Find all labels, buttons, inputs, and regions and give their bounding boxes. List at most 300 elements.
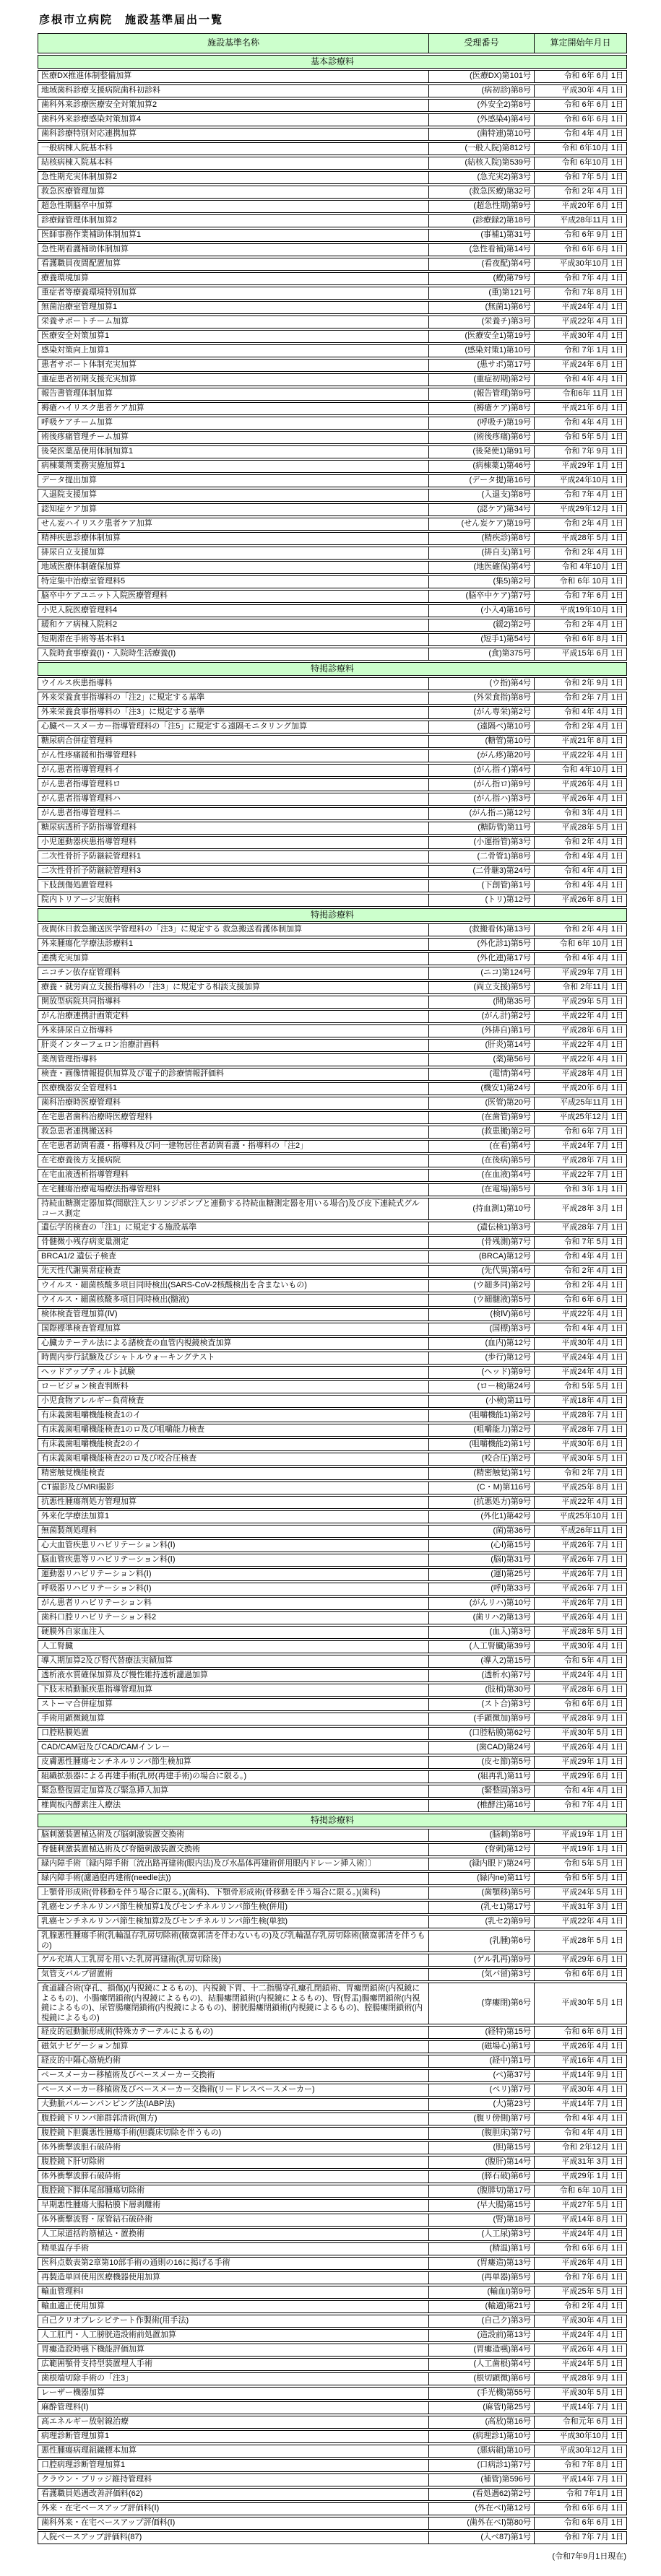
start-date-cell: 令和 6年10月 1日 [534,143,626,155]
receipt-number-cell: (肝炎)第14号 [428,1040,534,1051]
standard-name-cell: 呼吸ケアチーム加算 [41,418,113,427]
standard-name-cell: 手術用顕微鏡加算 [41,1714,105,1723]
table-row [38,1222,627,1235]
receipt-number-cell: (外排自)第1号 [428,1025,534,1037]
start-date-cell: 令和元年 6月 1日 [534,2416,626,2428]
start-date-cell: 平成30年 4月 1日 [534,85,626,97]
receipt-number-cell: (入ベ87)第1号 [428,2532,534,2544]
standard-name-cell: 脊髄刺激装置植込術及び脊髄刺激装置交換術 [41,1845,200,1854]
start-date-cell: 平成27年 5月 1日 [534,2200,626,2211]
start-date-cell: 平成30年 6月 1日 [534,1439,626,1450]
table-row [38,778,627,791]
standard-name-cell: 脳刺激装置植込術及び脳刺激装置交換術 [41,1830,184,1840]
standard-name-cell: 無菌製剤処理料 [41,1526,97,1536]
start-date-cell: 令和 2年 4月 1日 [534,924,626,936]
start-date-cell: 令和 2年 4月 1日 [534,721,626,733]
table-row [38,2401,627,2414]
receipt-number-cell: (腹肝)第14号 [428,2157,534,2168]
standard-name-cell: 経皮的冠動脈形成術(特殊カテーテルによるもの) [41,2027,213,2037]
start-date-cell: 平成28年 6月 1日 [534,1684,626,1696]
table-row [38,2358,627,2371]
start-date-cell: 平成28年 9月 1日 [534,1713,626,1725]
standard-name-cell: 有床義歯咀嚼機能検査1のイ [41,1411,142,1420]
standard-name-cell: BRCA1/2 遺伝子検査 [41,1252,116,1261]
table-row [38,807,627,820]
standard-name-cell: 在宅療養後方支援病院 [41,1156,121,1165]
receipt-number-cell: (人工腎臓)第39号 [428,1641,534,1653]
start-date-cell: 平成15年 6月 1日 [534,648,626,660]
standard-name-cell: 連携充実加算 [41,954,89,963]
receipt-number-cell: (腎)第18号 [428,2214,534,2226]
standard-name-cell: 二次性骨折予防継続管理料1 [41,852,142,861]
standard-name-cell: 有床義歯咀嚼機能検査2のイ [41,1440,142,1449]
table-row [38,1265,627,1278]
start-date-cell: 平成26年 4月 1日 [534,793,626,805]
table-row [38,1901,627,1914]
start-date-cell: 平成19年 1月 1日 [534,1844,626,1855]
table-row [38,1843,627,1856]
start-date-cell: 令和 4年 4月 1日 [534,374,626,386]
receipt-number-cell: (悪病組)第10号 [428,2445,534,2457]
start-date-cell: 平成25年 8月 1日 [534,1482,626,1494]
standard-name-cell: 精神疾患診療体制加算 [41,534,121,543]
table-row [38,2329,627,2342]
receipt-number-cell: (がんリハ)第10号 [428,1598,534,1609]
table-row [38,1554,627,1567]
start-date-cell: 平成30年10月 1日 [534,2431,626,2442]
table-row [38,518,627,531]
start-date-cell: 平成28年 7月 1日 [534,1155,626,1167]
start-date-cell: 平成14年 7月 1日 [534,2402,626,2414]
standard-name-cell: 導入期加算2及び腎代替療法実績加算 [41,1656,173,1666]
standard-name-cell: 入退院支援加算 [41,490,97,500]
standard-name-cell: 医療DX推進体制整備加算 [41,71,132,81]
standard-name-cell: 肝炎インターフェロン治療計画料 [41,1040,160,1050]
standard-name-cell: 硬膜外自家血注入 [41,1627,105,1637]
start-date-cell: 平成14年 8月 1日 [534,2214,626,2226]
standard-name-cell: 救急医療管理加算 [41,187,105,196]
start-date-cell: 令和 7年 5月 1日 [534,172,626,183]
start-date-cell: 平成28年 7月 1日 [534,1222,626,1234]
standard-name-cell: がん患者指導管理料ニ [41,809,121,818]
standard-name-cell: データ提出加算 [41,476,97,485]
receipt-number-cell: (外在ベⅠ)第12号 [428,2503,534,2515]
standard-name-cell: 患者サポート体制充実加算 [41,360,137,370]
receipt-number-cell: (経特)第15号 [428,2027,534,2038]
start-date-cell: 平成28年 5月 1日 [534,1931,626,1951]
start-date-cell: 平成26年 8月 1日 [534,895,626,906]
start-date-cell: 平成25年 5月 1日 [534,2286,626,2298]
start-date-cell: 平成30年 4月 1日 [534,331,626,342]
standard-name-cell: 歯科診療特別対応連携加算 [41,129,137,139]
standard-name-cell: ゲル充填人工乳房を用いた乳房再建術(乳房切除後) [41,1955,222,1964]
receipt-number-cell: (医療DX)第101号 [428,71,534,82]
start-date-cell: 令和 7年 6月 1日 [534,591,626,602]
start-date-cell: 平成29年 6月 1日 [534,1954,626,1966]
table-row [38,1799,627,1812]
table-row [38,1039,627,1052]
table-row [38,1453,627,1466]
standard-name-cell: 心大血管疾患リハビリテーション料(Ⅰ) [41,1541,176,1550]
receipt-number-cell: (補管)第596号 [428,2474,534,2486]
start-date-cell: 平成26年 4月 1日 [534,2344,626,2356]
table-row [38,1583,627,1596]
table-row [38,1887,627,1900]
standard-name-cell: 皮膚悪性腫瘍センチネルリンパ節生検加算 [41,1757,191,1767]
receipt-number-cell: (無菌1)第6号 [428,302,534,313]
start-date-cell: 令和 6年 6月 1日 [534,2518,626,2529]
start-date-cell: 平成24年 5月 1日 [534,1887,626,1899]
column-header-name: 施設基準名称 [38,34,428,53]
start-date-cell: 平成14年 7月 1日 [534,2099,626,2110]
start-date-cell: 令和 5年 5月 1日 [534,432,626,443]
standard-name-cell: 心臓ペースメーカー指導管理料の「注5」に規定する遠隔モニタリング加算 [41,722,308,731]
table-row [38,2156,627,2169]
start-date-cell: 令和 6年 6月 1日 [534,1699,626,1710]
table-row [38,735,627,748]
receipt-number-cell: (歯CAD)第24号 [428,1742,534,1754]
start-date-cell: 平成22年 4月 1日 [534,1011,626,1022]
standard-name-cell: 抗悪性腫瘍剤処方管理加算 [41,1497,137,1507]
table-row [38,359,627,372]
receipt-number-cell: (脳Ⅰ)第31号 [428,1554,534,1566]
receipt-number-cell: (薬)第56号 [428,1054,534,1066]
receipt-number-cell: (病棟薬1)第46号 [428,461,534,472]
table-row [38,923,627,936]
receipt-number-cell: (手顕微加)第9号 [428,1713,534,1725]
receipt-number-cell: (精温)第1号 [428,2243,534,2255]
table-row [38,1097,627,1110]
standard-name-cell: 小児入院医療管理料4 [41,606,118,615]
table-row [38,157,627,170]
table-row [38,2271,627,2284]
table-row [38,1126,627,1139]
start-date-cell: 平成24年 4月 1日 [534,302,626,313]
standard-name-cell: 人工尿道括約筋植込・置換術 [41,2229,144,2239]
standard-name-cell: 外来排尿自立指導料 [41,1026,113,1035]
receipt-number-cell: (地医確保)第4号 [428,562,534,573]
table-row [38,2372,627,2385]
receipt-number-cell: (ニコ)第124号 [428,967,534,979]
standard-name-cell: 心臓カテーテル法による諸検査の血管内視鏡検査加算 [41,1339,232,1348]
receipt-number-cell: (ヘッド)第9号 [428,1367,534,1378]
start-date-cell: 令和 2年 7月 1日 [534,692,626,704]
standard-name-cell: 精巣温存手術 [41,2244,89,2253]
receipt-number-cell: (抗悪処方)第9号 [428,1497,534,1508]
receipt-number-cell: (歯特連)第10号 [428,129,534,140]
receipt-number-cell: (椎酵注)第16号 [428,1800,534,1811]
receipt-number-cell: (がん専栄)第2号 [428,707,534,718]
table-row [38,1829,627,1842]
start-date-cell: 令和 6年 8月 1日 [534,634,626,645]
start-date-cell: 令和 7年1月 1日 [534,2489,626,2500]
standard-name-cell: CAD/CAM冠及びCAD/CAMインレー [41,1743,170,1752]
start-date-cell: 令和 7年 8月 1日 [534,287,626,299]
table-row [38,1872,627,1885]
table-row [38,1496,627,1509]
receipt-number-cell: (口腔粘膜)第62号 [428,1728,534,1739]
receipt-number-cell: (小運指管)第3号 [428,837,534,848]
table-row [38,648,627,661]
start-date-cell: 令和 4年 4月 1日 [534,1251,626,1263]
standard-name-cell: ペースメーカー移植術及びペースメーカー交換術 [41,2071,215,2080]
table-row [38,1510,627,1523]
receipt-number-cell: (造設前)第13号 [428,2330,534,2341]
receipt-number-cell: (乳腫)第6号 [428,1931,534,1951]
table-row [38,2228,627,2241]
table-row [38,2112,627,2125]
standard-name-cell: 緑内障手術〔緑内障手術〔流出路再建術(眼内法)及び水晶体再建術併用眼内ドレーン挿入術〕〕 [41,1859,376,1868]
receipt-number-cell: (血内)第12号 [428,1338,534,1349]
start-date-cell: 令和 6年 7月 1日 [534,1126,626,1138]
receipt-number-cell: (報告管理)第9号 [428,388,534,400]
receipt-number-cell: (両立支援)第5号 [428,982,534,993]
receipt-number-cell: (集5)第2号 [428,576,534,588]
table-row [38,1467,627,1480]
start-date-cell: 令和 3年 1月 1日 [534,1184,626,1196]
start-date-cell: 令和 6年 10月 1日 [534,576,626,588]
standard-name-cell: がん患者指導管理料ハ [41,794,121,804]
start-date-cell: 平成14年 9月 1日 [534,2070,626,2081]
start-date-cell: 令和 2年 4月 1日 [534,547,626,559]
receipt-number-cell: (がん指ニ)第12号 [428,808,534,819]
receipt-number-cell: (手光機)第55号 [428,2388,534,2399]
table-row [38,1698,627,1711]
table-row [38,2531,627,2544]
receipt-number-cell: (咀嚼能力)第2号 [428,1424,534,1436]
receipt-number-cell: (組再乳)第11号 [428,1771,534,1783]
table-row [38,1785,627,1798]
table-row [38,1140,627,1153]
standard-name-cell: 有床義歯咀嚼機能検査1のロ及び咀嚼能力検査 [41,1425,205,1435]
receipt-number-cell: (ペ)第37号 [428,2070,534,2081]
standard-name-cell: ストーマ合併症加算 [41,1700,113,1709]
column-header-date: 算定開始年月日 [534,34,626,53]
receipt-number-cell: (結核入院)第539号 [428,157,534,169]
standard-name-cell: 入院時食事療養(Ⅰ)・入院時生活療養(Ⅰ) [41,649,176,658]
start-date-cell: 令和 7年 6月 1日 [534,2272,626,2284]
start-date-cell: 令和 2年 7月 1日 [534,1468,626,1479]
standard-name-cell: 組織拡張器による再建手術(乳房(再建手術)の場合に限る。) [41,1772,247,1781]
standard-name-cell: ペースメーカー移植術及びペースメーカー交換術(リードレスペースメーカー) [41,2085,315,2094]
receipt-number-cell: (在血液)第4号 [428,1170,534,1181]
standard-name-cell: 一般病棟入院基本料 [41,144,113,153]
receipt-number-cell: (電情)第4号 [428,1069,534,1080]
table-row [38,373,627,386]
standard-name-cell: 緊急整復固定加算及び緊急挿入加算 [41,1786,168,1796]
table-row [38,2459,627,2472]
receipt-number-cell: (緑内ne)第11号 [428,1873,534,1884]
start-date-cell: 平成30年 4月 1日 [534,2315,626,2327]
start-date-cell: 平成30年10月 1日 [534,258,626,270]
standard-name-cell: 小児食物アレルギー負荷検査 [41,1396,144,1406]
receipt-number-cell: (救患搬)第2号 [428,1126,534,1138]
standard-name-cell: 体外衝撃波膵石破砕術 [41,2172,121,2181]
receipt-number-cell: (がん指ロ)第9号 [428,779,534,791]
start-date-cell: 令和 6年 6月 1日 [534,2503,626,2515]
table-row [38,822,627,835]
start-date-cell: 令和 7年 5月 1日 [534,1237,626,1248]
standard-name-cell: 療養・就労両立支援指導料の「注3」に規定する相談支援加算 [41,983,261,992]
receipt-number-cell: (導入2)第15号 [428,1655,534,1667]
table-row [38,532,627,545]
column-header-number: 受理番号 [428,34,534,53]
start-date-cell: 平成24年 5月 1日 [534,2359,626,2370]
section-header: 基本診療料 [38,55,627,69]
receipt-number-cell: (栄養チ)第3号 [428,316,534,328]
standard-name-cell: ウイルス・細菌核酸多項目同時検出(SARS-CoV-2核酸検出を含まないもの) [41,1281,307,1290]
standard-name-cell: 急性期充実体制加算2 [41,173,118,182]
table-row [38,1525,627,1538]
receipt-number-cell: (経中)第1号 [428,2055,534,2067]
table-row [38,1684,627,1697]
start-date-cell: 平成16年 4月 1日 [534,2055,626,2067]
start-date-cell: 平成20年 6月 1日 [534,1083,626,1095]
receipt-number-cell: (穿瘻閉)第6号 [428,1983,534,2024]
table-row [38,547,627,560]
table-row [38,2055,627,2068]
table-row [38,1669,627,1682]
table-row [38,2199,627,2212]
standard-name-cell: 病理診断管理加算1 [41,2432,110,2441]
table-row [38,1424,627,1437]
receipt-number-cell: (在電場)第5号 [428,1184,534,1196]
table-row [38,1770,627,1783]
receipt-number-cell: (緩2)第2号 [428,619,534,631]
start-date-cell: 平成29年 1月 1日 [534,461,626,472]
table-row [38,2430,627,2443]
table-row [38,214,627,227]
standard-name-cell: 有床義歯咀嚼機能検査2のロ及び咬合圧検査 [41,1454,197,1463]
receipt-number-cell: (輸血I)第9号 [428,2286,534,2298]
receipt-number-cell: (感染対策1)第10号 [428,345,534,357]
start-date-cell: 令和6年 11月 1日 [534,388,626,400]
start-date-cell: 令和 3年 4月 1日 [534,808,626,819]
standard-name-cell: 歯科外来診療医療安全対策加算2 [41,100,157,110]
receipt-number-cell: (事補1)第31号 [428,230,534,241]
start-date-cell: 令和 5年 5月 1日 [534,1873,626,1884]
table-row [38,402,627,415]
receipt-number-cell: (脊刺)第12号 [428,1844,534,1855]
standard-name-cell: 無菌治療室管理加算1 [41,303,118,312]
start-date-cell: 令和 4年 4月 1日 [534,880,626,892]
start-date-cell: 令和 5年 5月 1日 [534,1858,626,1870]
standard-name-cell: 歯科口腔リハビリテーション料2 [41,1613,157,1622]
table-row [38,1954,627,1967]
receipt-number-cell: (小検)第11号 [428,1396,534,1407]
standard-name-cell: 大動脈バルーンパンピング法(IABP法) [41,2099,176,2109]
table-row [38,301,627,314]
receipt-number-cell: (BRCA)第12号 [428,1251,534,1263]
table-row [38,879,627,892]
receipt-number-cell: (外化診1)第5号 [428,939,534,950]
start-date-cell: 令和 5年 4月 1日 [534,1655,626,1667]
section-header: 特掲診療料 [38,908,627,922]
standard-name-cell: 外来腫瘍化学療法診療料1 [41,939,134,949]
receipt-number-cell: (ウ細髄液)第5号 [428,1294,534,1306]
start-date-cell: 平成24年 7月 1日 [534,1141,626,1152]
standard-name-cell: がん性疼痛緩和指導管理料 [41,751,137,760]
start-date-cell: 令和 6年 9月 1日 [534,230,626,241]
start-date-cell: 令和 6年 6月 1日 [534,114,626,126]
receipt-number-cell: (磁場心)第1号 [428,2041,534,2053]
receipt-number-cell: (輸適)第21号 [428,2301,534,2312]
standard-name-cell: 認知症ケア加算 [41,505,97,514]
standard-name-cell: 持続血糖測定器加算(間歇注入シリンジポンプと連動する持続血糖測定器を用いる場合)及び皮下連続式グルコース測定 [41,1199,420,1218]
receipt-number-cell: (大)第23号 [428,2099,534,2110]
standard-name-cell: 外来・在宅ベースアップ評価料(Ⅰ) [41,2504,160,2513]
standard-name-cell: ニコチン依存症管理料 [41,968,121,978]
standard-name-cell: 在宅血液透析指導管理料 [41,1170,129,1180]
receipt-number-cell: (救搬看体)第13号 [428,924,534,936]
standard-name-cell: 院内トリアージ実施料 [41,895,121,905]
table-row [38,1713,627,1726]
table-row [38,460,627,473]
receipt-number-cell: (C・M)第116号 [428,1482,534,1494]
table-row [38,749,627,762]
table-row [38,2300,627,2313]
table-row [38,1010,627,1023]
standard-name-cell: 医科点数表第2章第10部手術の通則の16に掲げる手術 [41,2258,230,2268]
standard-name-cell: 超急性期脳卒中加算 [41,201,113,211]
standard-name-cell: 輸血適正使用加算 [41,2302,105,2311]
start-date-cell: 平成29年 5月 1日 [534,996,626,1008]
start-date-cell: 平成30年 5月 1日 [534,1983,626,2024]
standard-name-cell: 時間内歩行試験及びシャトルウォーキングテスト [41,1353,215,1362]
receipt-number-cell: (がん計)第2号 [428,1011,534,1022]
receipt-number-cell: (麻管Ⅰ)第25号 [428,2402,534,2414]
table-row [38,1727,627,1740]
receipt-number-cell: (検Ⅳ)第6号 [428,1309,534,1320]
receipt-number-cell: (先代異)第4号 [428,1266,534,1277]
standard-name-cell: 気管支バルブ留置術 [41,1970,113,1979]
receipt-number-cell: (菌)第36号 [428,1526,534,1537]
table-row [38,316,627,328]
receipt-number-cell: (データ提)第16号 [428,475,534,487]
table-row [38,388,627,401]
table-row [38,1082,627,1095]
table-row [38,1154,627,1167]
table-row [38,1539,627,1552]
receipt-number-cell: (認ケア)第34号 [428,504,534,515]
table-row [38,200,627,213]
start-date-cell: 令和 2年 9月 1日 [534,678,626,689]
receipt-number-cell: (入退支)第8号 [428,489,534,501]
standard-name-cell: 腹腔鏡下肝切除術 [41,2157,105,2167]
table-row [38,2098,627,2111]
table-row [38,1294,627,1307]
standard-name-cell: 下肢創傷処置管理料 [41,881,113,890]
receipt-number-cell: (食)第375号 [428,648,534,660]
standard-name-cell: 再製造単回使用医療機器使用加算 [41,2273,160,2282]
standard-name-cell: 看護職員処遇改善評価料(62) [41,2489,143,2499]
standard-name-cell: 広範囲顎骨支持型装置埋入手術 [41,2359,152,2369]
start-date-cell: 令和 7年 4月 1日 [534,1800,626,1811]
start-date-cell: 平成30年12月 1日 [534,2445,626,2457]
start-date-cell: 令和 6年 6月 1日 [534,100,626,111]
start-date-cell: 令和 4年 4月 1日 [534,2113,626,2125]
table-row [38,619,627,632]
table-row [38,2445,627,2458]
receipt-number-cell: (呼吸チ)第19号 [428,417,534,429]
receipt-number-cell: (自己ク)第3号 [428,2315,534,2327]
standard-name-cell: 結核病棟入院基本料 [41,158,113,167]
start-date-cell: 平成19年10月 1日 [534,605,626,617]
receipt-number-cell: (脳刺)第8号 [428,1829,534,1841]
standard-name-cell: 緩和ケア病棟入院料2 [41,620,118,630]
table-row [38,2286,627,2299]
standard-name-cell: 先天性代謝異常症検査 [41,1266,121,1276]
